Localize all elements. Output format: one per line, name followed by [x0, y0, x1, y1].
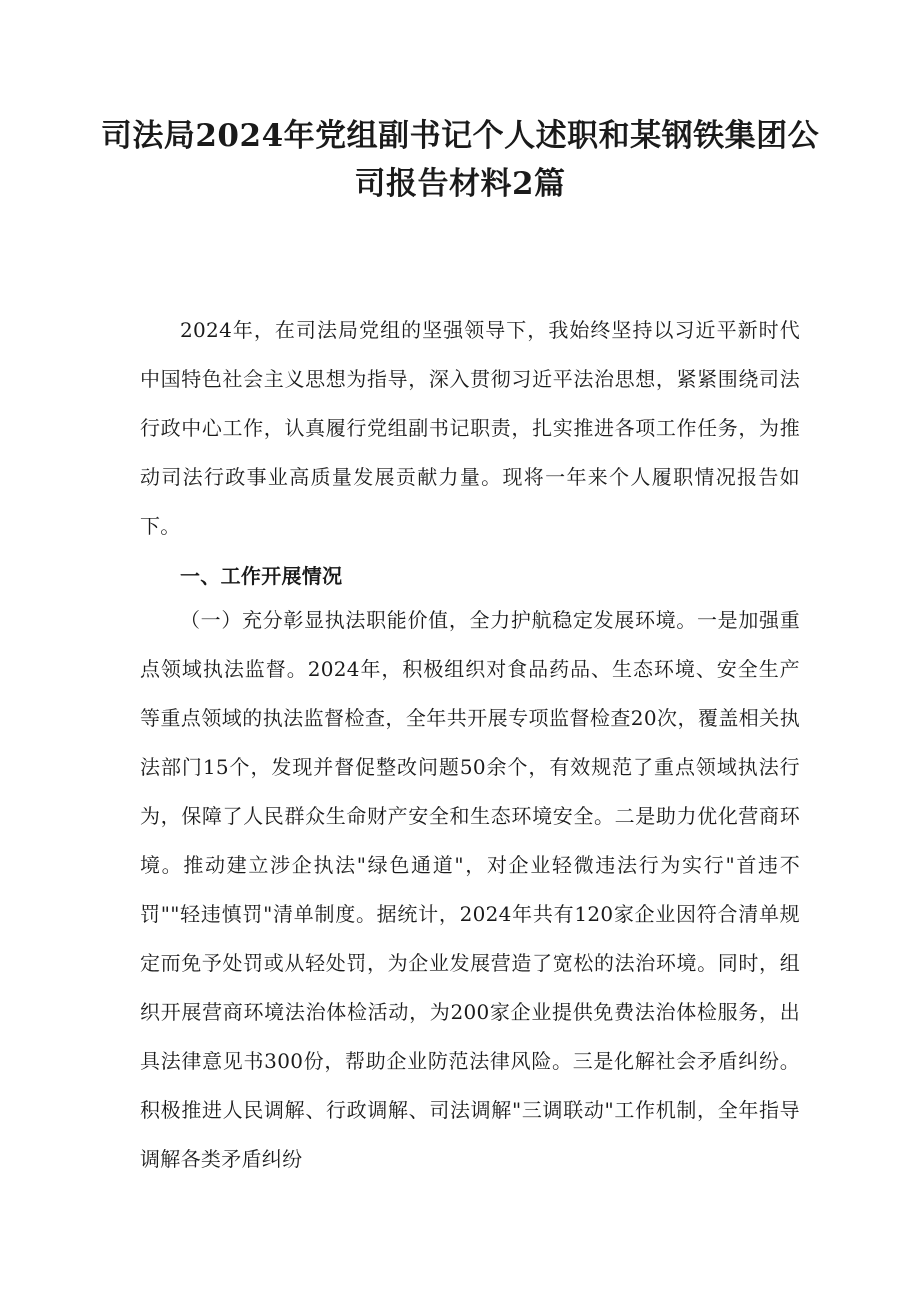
- document-title: 司法局2024年党组副书记个人述职和某钢铁集团公司报告材料2篇: [100, 118, 820, 202]
- section-paragraph: （一）充分彰显执法职能价值，全力护航稳定发展环境。一是加强重点领域执法监督。2024年，积极组织对食品药品、生态环境、安全生产等重点领域的执法监督检查，全年共开展专项监督检查20次，覆盖相关执法部门15个，发现并督促整改问题50余个，有效规范了重点领域执法行为，保障了人民群众生命财产安全和生态环境安全。二是助力优化营商环境。推动建立涉企执法"绿色通道"，对企业轻微违法行为实行"首违不罚""轻违慎罚"清单制度。据统计，2024年共有120家企业因符合清单规定而免予处罚或从轻处罚，为企业发展营造了宽松的法治环境。同时，组织开展营商环境法治体检活动，为200家企业提供免费法治体检服务，出具法律意见书300份，帮助企业防范法律风险。三是化解社会矛盾纠纷。积极推进人民调解、行政调解、司法调解"三调联动"工作机制，全年指导调解各类矛盾纠纷: [140, 608, 800, 1171]
- intro-paragraph: 2024年，在司法局党组的坚强领导下，我始终坚持以习近平新时代中国特色社会主义思想为指导，深入贯彻习近平法治思想，紧紧围绕司法行政中心工作，认真履行党组副书记职责，扎实推进各项工作任务，为推动司法行政事业高质量发展贡献力量。现将一年来个人履职情况报告如下。: [140, 318, 800, 538]
- section-heading: 一、工作开展情况: [180, 564, 343, 588]
